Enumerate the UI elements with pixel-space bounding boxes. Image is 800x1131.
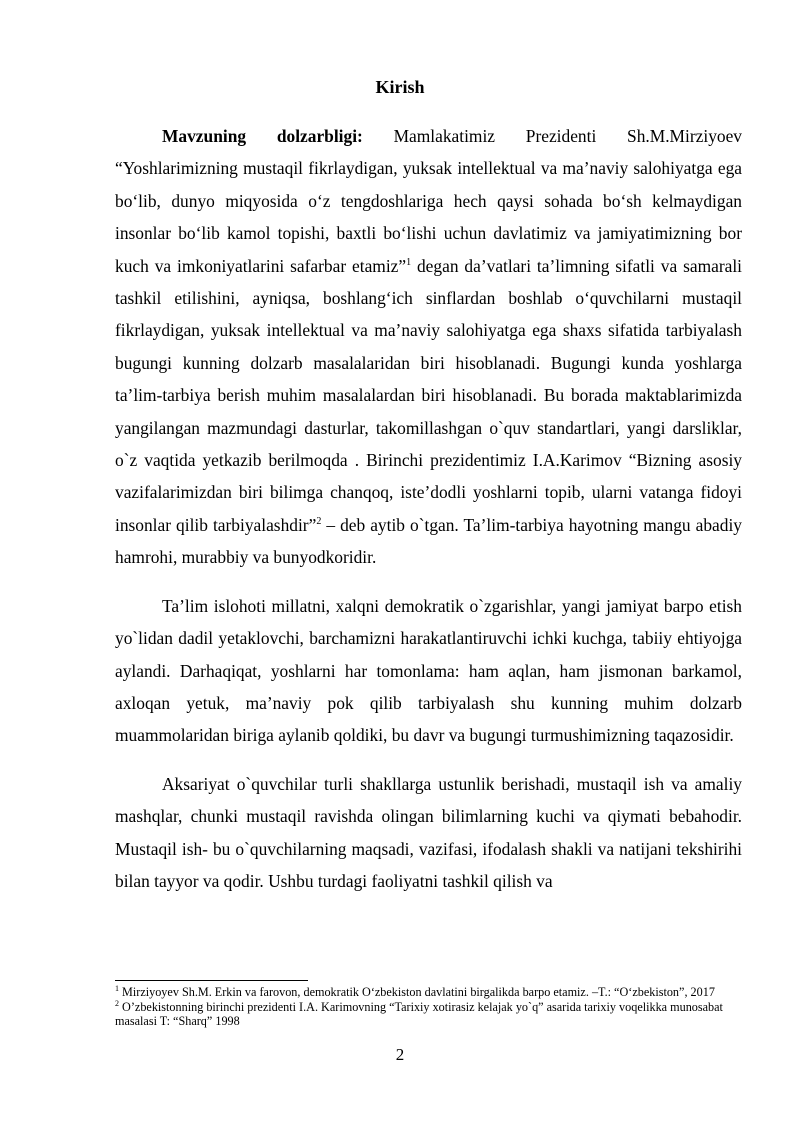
footnote-separator	[115, 980, 308, 981]
footnote-marker: 2	[115, 998, 119, 1008]
page-number: 2	[395, 1045, 405, 1064]
paragraph-text: – deb aytib o`tgan. Ta’lim-tarbiya hayotning mangu abadiy hamrohi, murabbiy va bunyodkoridir.	[115, 514, 742, 568]
footnote-text: O’zbekistonning birinchi prezidenti I.A. Karimovning “Tarixiy xotirasiz kelajak yo`q” asarida tarixiy voqelikka munosabat masalasi T: “Sharq” 1998	[115, 999, 723, 1028]
paragraph-relevance	[115, 120, 742, 574]
paragraph-text: Mamlakatimiz Prezidenti Sh.M.Mirziyoev “Yoshlarimizning mustaqil fikrlaydigan, yuksak intellektual va ma’naviy salohiyatga ega bo‘lib, dunyo miqyosida o‘z tengdoshlariga hech qaysi sohada bo‘sh kelmaydigan insonlar bo‘lib kamol topishi, baxtli bo‘lishi uchun davlatimiz va jamiyatimizning bor kuch va imkoniyatlarini safarbar etamiz”	[115, 126, 742, 276]
paragraph-reform: Ta’lim islohoti millatni, xalqni demokratik o`zgarishlar, yangi jamiyat barpo etish yo`lidan dadil yetaklovchi, barchamizni harakatlantiruvchi ichki kuchga, tabiiy ehtiyojga aylandi. Darhaqiqat, yoshlarni har tomonlama: ham aqlan, ham jismonan barkamol, axloqan yetuk, ma’naviy pok qilib tarbiyalash shu kunning muhim dolzarb muammolaridan biriga aylanib qoldiki, bu davr va bugungi turmushimizning taqazosidir.	[115, 595, 742, 746]
footnote-ref-2[interactable]: 2	[316, 516, 322, 528]
footnote-1	[115, 985, 742, 1000]
page-title: Kirish	[375, 77, 425, 97]
footnote-text: Mirziyoyev Sh.M. Erkin va farovon, demokratik O‘zbekiston davlatini birgalikda barpo etamiz. –T.: “O‘zbekiston”, 2017	[119, 985, 715, 999]
footnote-2	[115, 1000, 742, 1029]
body-text	[115, 120, 742, 897]
paragraph-text: degan da’vatlari ta’limning sifatli va samarali tashkil etilishini, ayniqsa, boshlang‘ich sinflardan boshlab o‘quvchilarni mustaqil fikrlaydigan, yuksak intellektual va ma’naviy salohiyatga ega shaxs sifatida tarbiyalash bugungi kunning dolzarb masalalaridan biri hisoblanadi. Bugungi kunda yoshlarga ta’lim-tarbiya berish muhim masalalardan biri hisoblanadi. Bu borada maktablarimizda yangilangan mazmundagi dasturlar, takomillashgan o`quv standartlari, yangi darsliklar, o`z vaqtida yetkazib berilmoqda . Birinchi prezidentimiz I.A.Karimov “Bizning asosiy vazifalarimizdan biri bilimga chanqoq, iste’dodli yoshlarni topib, ularni vatanga fidoyi insonlar qilib tarbiyalashdir”	[115, 255, 743, 535]
footnote-marker: 1	[115, 983, 119, 993]
footnote-ref-1[interactable]: 1	[406, 256, 412, 268]
paragraph-independent-work: Aksariyat o`quvchilar turli shakllarga ustunlik berishadi, mustaqil ish va amaliy mashqlar, chunki mustaqil ravishda olingan bilimlarning kuchi va qiymati bebahodir. Mustaqil ish- bu o`quvchilarning maqsadi, vazifasi, ifodalash shakli va natijani tekshirihi bilan tayyor va qodir. Ushbu turdagi faoliyatni tashkil qilish va	[115, 773, 742, 891]
footnotes	[115, 985, 742, 1029]
paragraph-lead: Mavzuning dolzarbligi:	[162, 126, 363, 146]
